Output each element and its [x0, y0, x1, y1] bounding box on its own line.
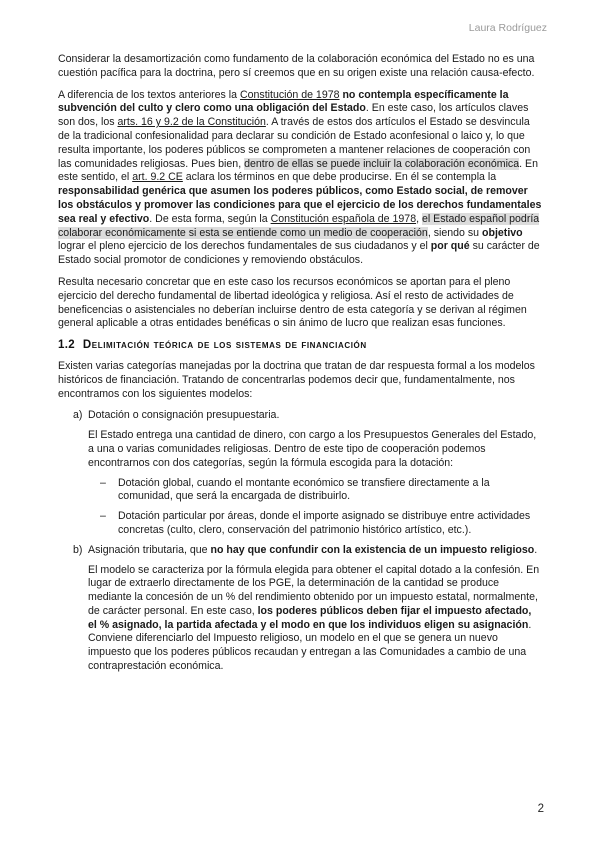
bold-text: los poderes públicos deben fijar el impuesto afectado, el % asignado, la partida afectada y el modo en que los individuos eligen su asignación: [88, 604, 532, 631]
page-number: 2: [537, 803, 544, 815]
document-body: [58, 53, 542, 680]
text: . De esta forma, según la: [149, 212, 271, 225]
text: . En este caso, los artículos claves son dos, los: [58, 102, 529, 129]
link-arts-16-9-2[interactable]: arts. 16 y 9.2 de la Constitución: [117, 116, 266, 129]
highlight-text: el Estado español podría colaborar económicamente si esta se entiende como un medio de cooperación: [58, 212, 540, 239]
list-item-b: [58, 544, 542, 558]
paragraph-constitucion: [58, 89, 542, 268]
sub-item-text: Dotación global, cuando el montante económico se transfiere directamente a la comunidad, que será la encargada de distribuirlo.: [118, 476, 490, 503]
link-constitucion-1978[interactable]: Constitución de 1978: [239, 88, 340, 101]
link-art-9-2-ce[interactable]: art. 9.2 CE: [132, 171, 183, 184]
list-item-label: Asignación tributaria, que: [88, 543, 211, 556]
dash-marker: –: [100, 476, 106, 489]
text: A diferencia de los textos anteriores la: [58, 88, 240, 101]
bold-text: no contempla específicamente la subvención del culto y clero como una obligación del Estado: [58, 88, 509, 115]
text: El modelo se caracteriza por la fórmula elegida para obtener el capital dotado a la confesión. En lugar de extraerlo directamente de los PGE, la determinación de la cantidad se produce mediante la concesión de un % del rendimiento obtenido por un impuesto estatal, normalmente, de carácter personal. En este caso,: [88, 563, 540, 617]
list-item-label: Dotación o consignación presupuestaria.: [88, 409, 280, 422]
highlight-text: dentro de ellas se puede incluir la colaboración económica: [244, 157, 520, 170]
text: su carácter de Estado social promotor de condiciones y removiendo obstáculos.: [58, 240, 540, 267]
text: .: [534, 543, 538, 556]
list-item-a: [58, 409, 542, 423]
bold-text: no hay que confundir con la existencia de un impuesto religioso: [210, 543, 535, 556]
paragraph-categorias: Existen varias categorías manejadas por la doctrina que tratan de dar respuesta formal a los modelos históricos de financiación. Tratando de concentrarlas podemos decir que, fundamentalmente, nos encontramos con los siguientes modelos:: [58, 359, 535, 400]
bold-text: responsabilidad genérica que asumen los poderes públicos, como Estado social, de remover los obstáculos y promover las condiciones para que el ejercicio de los derechos fundamentales sea real y efectivo: [58, 185, 542, 225]
sub-item-dotacion-particular: [58, 510, 542, 538]
text: aclara los términos en que debe producirse. En él se contempla la: [182, 171, 497, 184]
text: . Conviene diferenciarlo del Impuesto religioso, un modelo en el que se genera un nuevo impuesto que los poderes públicos recaudan y entregan a las Comunidades a cambio de una contraprestación económica.: [88, 618, 532, 673]
paragraph-desamortizacion: Considerar la desamortización como fundamento de la colaboración económica del Estado no es una cuestión pacífica para la doctrina, pero sí creemos que en su origen existe una relación causa-efecto.: [58, 53, 535, 79]
text: . A través de estos dos artículos el Estado se desvincula de la tradicional confesionalidad para declarar su condición de Estado aconfesional o laico y, lo que resulta importante, los poderes públicos se comprometen a mantener relaciones de cooperación con las comunidades religiosas. Pues bien,: [58, 116, 531, 170]
paragraph-recursos: Resulta necesario concretar que en este caso los recursos económicos se aportan para el pleno ejercicio del derecho fundamental de libertad ideológica y religiosa. Así el resto de actividades de beneficencias o asistenciales no deberían incluirse dentro de esta categoría y se derivan al régimen general aplicable a otras entidades benéficas o sin ánimo de lucro que realizan esas funciones.: [58, 275, 527, 330]
list-item-b-body: [58, 564, 542, 674]
text: . En este sentido, el: [58, 157, 538, 184]
link-constitucion-espanola-1978[interactable]: Constitución española de 1978: [270, 212, 417, 225]
dash-marker: –: [100, 510, 106, 523]
sub-item-dotacion-global: [58, 477, 542, 505]
bold-text: objetivo: [482, 226, 523, 239]
list-item-a-body: El Estado entrega una cantidad de dinero, con cargo a los Presupuestos Generales del Estado, a una o varias comunidades religiosas. Dentro de este tipo de cooperación podemos encontrarnos con dos categorías, según la fórmula escogida para la dotación:: [88, 429, 537, 469]
text: , siendo su: [427, 226, 483, 239]
bold-text: por qué: [430, 240, 470, 253]
list-marker: b): [73, 543, 83, 556]
section-number: 1.2: [58, 339, 75, 352]
text: ,: [416, 212, 422, 225]
section-heading: [58, 339, 542, 353]
sub-item-text: Dotación particular por áreas, donde el importe asignado se distribuye entre actividades concretas (culto, clero, conservación del patrimonio histórico artístico, etc.).: [118, 510, 531, 536]
text: lograr el pleno ejercicio de los derechos fundamentales de sus ciudadanos y el: [58, 240, 431, 253]
page-header-author: Laura Rodríguez: [468, 22, 547, 34]
section-title: Delimitación teórica de los sistemas de financiación: [82, 339, 367, 352]
list-marker: a): [73, 409, 83, 422]
